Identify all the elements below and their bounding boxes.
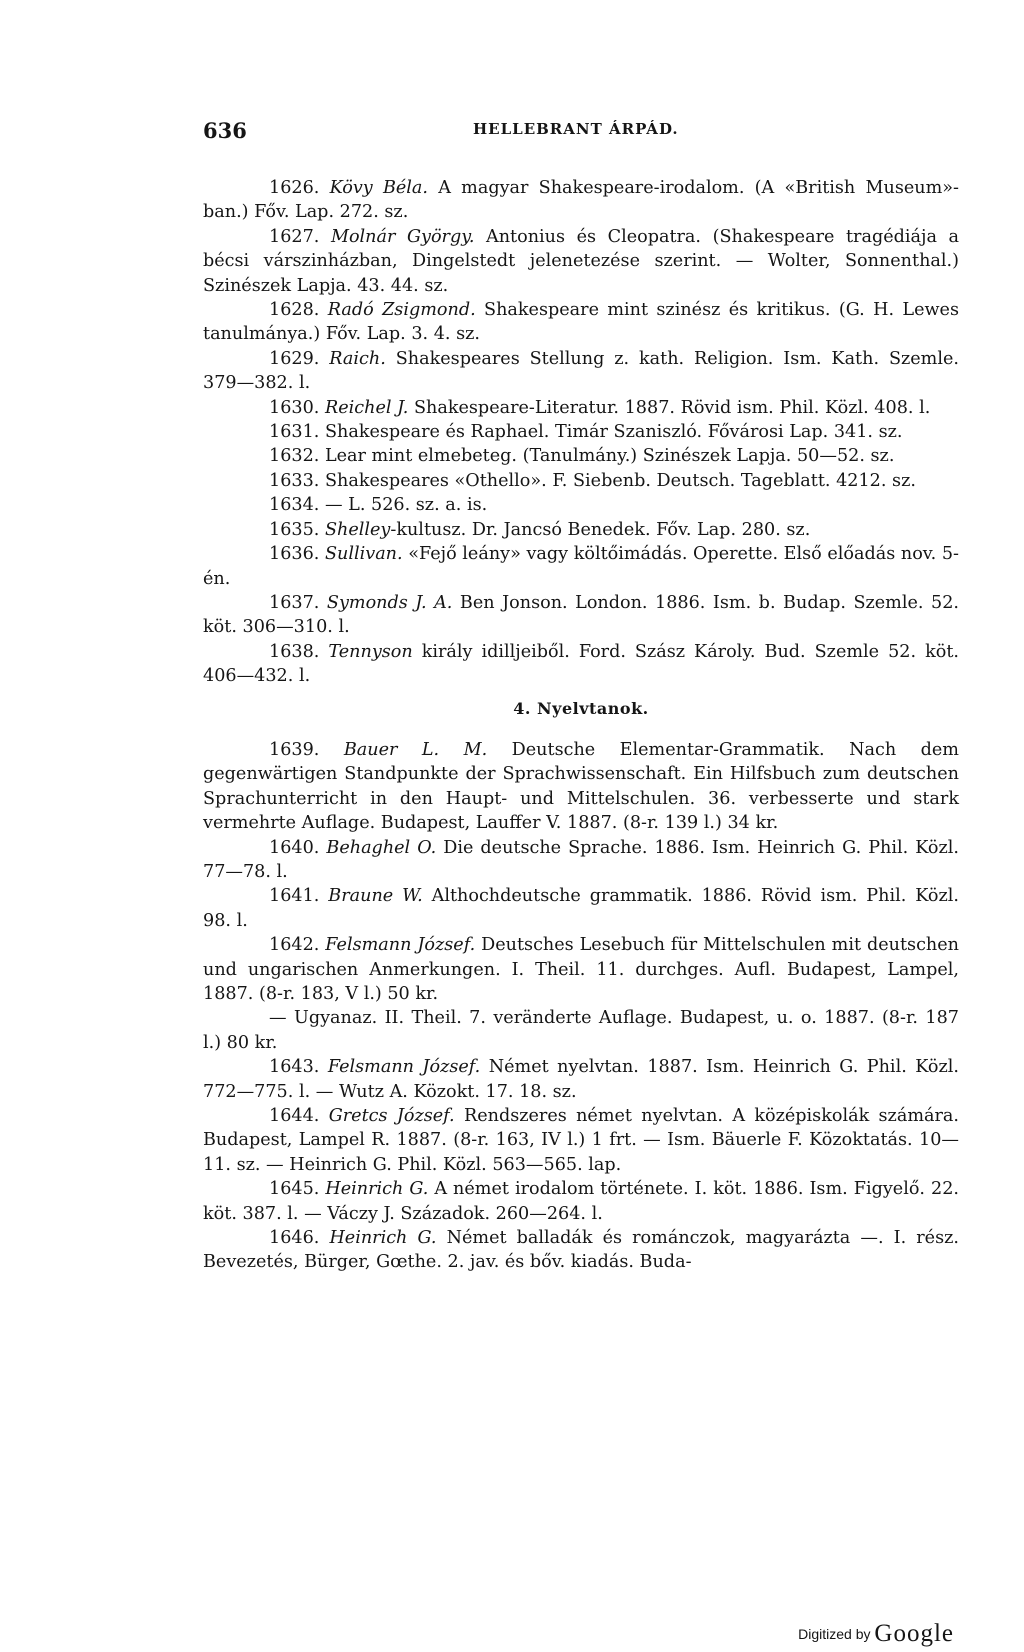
entry-text: 1645. (269, 1179, 326, 1200)
entry-details: Német nyelvtan. 1887. Ism. Heinrich G. Phil. Közl. 772—775. l. — Wutz A. Közokt. 17. 18. sz. (203, 1057, 959, 1102)
entry-text: 1627. (269, 226, 331, 247)
entry-details: «Fejő leány» vagy költőimádás. Operette. Első előadás nov. 5-én. (203, 544, 959, 589)
bibliography-entry (203, 420, 959, 444)
entry-details: A magyar Shakespeare-irodalom. (A «British Museum»-ban.) Főv. Lap. 272. sz. (203, 178, 959, 223)
bibliography-entry (203, 1226, 959, 1275)
page-number: 636 (203, 118, 247, 143)
entry-author: Radó Zsigmond. (327, 300, 476, 321)
bibliography-entry (203, 884, 959, 933)
entry-details: Ben Jonson. London. 1886. Ism. b. Budap. Szemle. 52. köt. 306—310. l. (203, 592, 959, 638)
entry-author: Heinrich G. (329, 1228, 437, 1249)
bibliography-entry (203, 1006, 959, 1055)
entry-text: 1628. (269, 300, 328, 321)
entry-details: Shakespeares Stellung z. kath. Religion. Ism. Kath. Szemle. 379—382. l. (203, 348, 959, 394)
entry-author: Felsmann József. (325, 935, 476, 956)
entry-text: 1638. (269, 641, 329, 662)
entry-details: Deutsches Lesebuch für Mittelschulen mit deutschen und ungarischen Anmerkungen. I. Theil. 11. durchges. Aufl. Budapest, Lampel, 1887. (8-r. 183, V l.) 50 kr. (203, 935, 960, 1004)
bibliography-entry (203, 542, 959, 591)
entry-author: Reichel J. (324, 397, 409, 418)
entry-details: Antonius és Cleopatra. (Shakespeare tragédiája a bécsi várszinházban, Dingelstedt jelenetezése szerint. — Wolter, Sonnenthal.) Szinészek Lapja. 43. 44. sz. (203, 226, 959, 296)
entry-text: 1626. (269, 178, 330, 198)
bibliography-entry (203, 1104, 959, 1177)
bibliography-entry (203, 1055, 959, 1104)
entry-text: 1637. (269, 592, 327, 613)
entry-text: 1646. (269, 1228, 330, 1249)
entry-text: 1640. (269, 837, 327, 858)
bibliography-entry (203, 396, 959, 420)
entry-details: Rendszeres német nyelvtan. A középiskolák számára. Budapest, Lampel R. 1887. (8-r. 163, IV l.) 1 frt. — Ism. Bäuerle F. Közoktatás. 10—11. sz. — Heinrich G. Phil. Közl. 563—565. lap. (203, 1106, 959, 1175)
bibliography-entry (203, 493, 959, 517)
entry-text: 1629. (269, 348, 330, 369)
entry-details: király idilljeiből. Ford. Szász Károly. Bud. Szemle 52. köt. 406—432. l. (203, 641, 959, 687)
entry-text: 1635. (269, 519, 325, 540)
entry-author: Bauer L. M. (343, 739, 488, 760)
entry-author: Shelley (324, 519, 391, 540)
digitization-footer (798, 1620, 954, 1648)
entry-text: 1630. (269, 397, 325, 418)
google-logo: Google (874, 1620, 954, 1647)
bibliography-entry (203, 933, 959, 1006)
bibliography-entry (203, 518, 959, 542)
entry-details: Deutsche Elementar-Grammatik. Nach dem gegenwärtigen Standpunkte der Sprachwissenschaft. Ein Hilfsbuch zum deutschen Sprachunterricht in den Haupt- und Mittelschulen. 36. verbesserte und stark vermehrte Auflage. Budapest, Lauffer V. 1887. (8-r. 139 l.) 34 kr. (203, 739, 959, 834)
entry-text: — Ugyanaz. II. Theil. 7. veränderte Auflage. Budapest, u. o. 1887. (8-r. 187 l.) 80 kr. (203, 1008, 959, 1053)
entry-author: Heinrich G. (325, 1179, 429, 1200)
entry-author: Behaghel O. (326, 837, 437, 858)
entry-author: Molnár György. (330, 226, 475, 247)
entry-details: Német balladák és románczok, magyarázta —. I. rész. Bevezetés, Bürger, Gœthe. 2. jav. és bőv. kiadás. Buda- (203, 1228, 959, 1273)
bibliography-body (203, 176, 959, 1275)
entry-text: 1631. Shakespeare és Raphael. Timár Szaniszló. Fővárosi Lap. 341. sz. (269, 422, 903, 443)
entry-text: 1639. (269, 739, 344, 760)
entry-author: Sullivan. (324, 544, 403, 565)
entry-text: 1633. Shakespeares «Othello». F. Siebenb. Deutsch. Tageblatt. 4212. sz. (269, 470, 916, 491)
entry-details: -kultusz. Dr. Jancsó Benedek. Főv. Lap. 280. sz. (390, 519, 811, 540)
entry-text: 1636. (269, 544, 325, 565)
entry-author: Braune W. (328, 886, 423, 907)
bibliography-entry (203, 176, 959, 225)
entry-details: Shakespeare-Literatur. 1887. Rövid ism. Phil. Közl. 408. l. (408, 397, 931, 418)
entry-details: Shakespeare mint szinész és kritikus. (G. H. Lewes tanulmánya.) Főv. Lap. 3. 4. sz. (203, 300, 959, 345)
entry-details: A német irodalom története. I. köt. 1886. Ism. Figyelő. 22. köt. 387. l. — Váczy J. Századok. 260—264. l. (203, 1179, 959, 1224)
entry-text: 1644. (269, 1106, 329, 1127)
bibliography-entry (203, 1177, 959, 1226)
entry-author: Gretcs József. (328, 1106, 455, 1127)
bibliography-entry (203, 640, 959, 689)
running-title: HELLEBRANT ÁRPÁD. (473, 120, 679, 138)
entry-author: Tennyson (328, 641, 413, 662)
bibliography-entry (203, 738, 959, 836)
entry-author: Felsmann József. (327, 1057, 481, 1078)
entry-text: 1632. Lear mint elmebeteg. (Tanulmány.) Szinészek Lapja. 50—52. sz. (269, 446, 895, 467)
entry-details: Die deutsche Sprache. 1886. Ism. Heinrich G. Phil. Közl. 77—78. l. (203, 837, 959, 882)
entry-author: Symonds J. A. (326, 592, 453, 613)
bibliography-entry (203, 347, 959, 396)
bibliography-entry (203, 591, 959, 640)
bibliography-entry (203, 225, 959, 298)
entry-author: Raich. (329, 348, 386, 369)
entry-details: Althochdeutsche grammatik. 1886. Rövid ism. Phil. Közl. 98. l. (203, 886, 959, 931)
page-header (203, 118, 933, 148)
entry-text: 1641. (269, 886, 329, 907)
entry-list-grammars (203, 738, 959, 1275)
bibliography-entry (203, 444, 959, 468)
entry-author: Kövy Béla. (329, 178, 429, 198)
entry-text: 1642. (269, 935, 326, 956)
bibliography-entry (203, 836, 959, 885)
digitized-by-label: Digitized by (798, 1626, 871, 1642)
bibliography-entry (203, 298, 959, 347)
bibliography-entry (203, 469, 959, 493)
section-title: 4. Nyelvtanok. (513, 698, 649, 718)
entry-text: 1643. (269, 1057, 328, 1078)
entry-list-shakespeare (203, 176, 959, 689)
entry-text: 1634. — L. 526. sz. a. is. (269, 495, 488, 516)
